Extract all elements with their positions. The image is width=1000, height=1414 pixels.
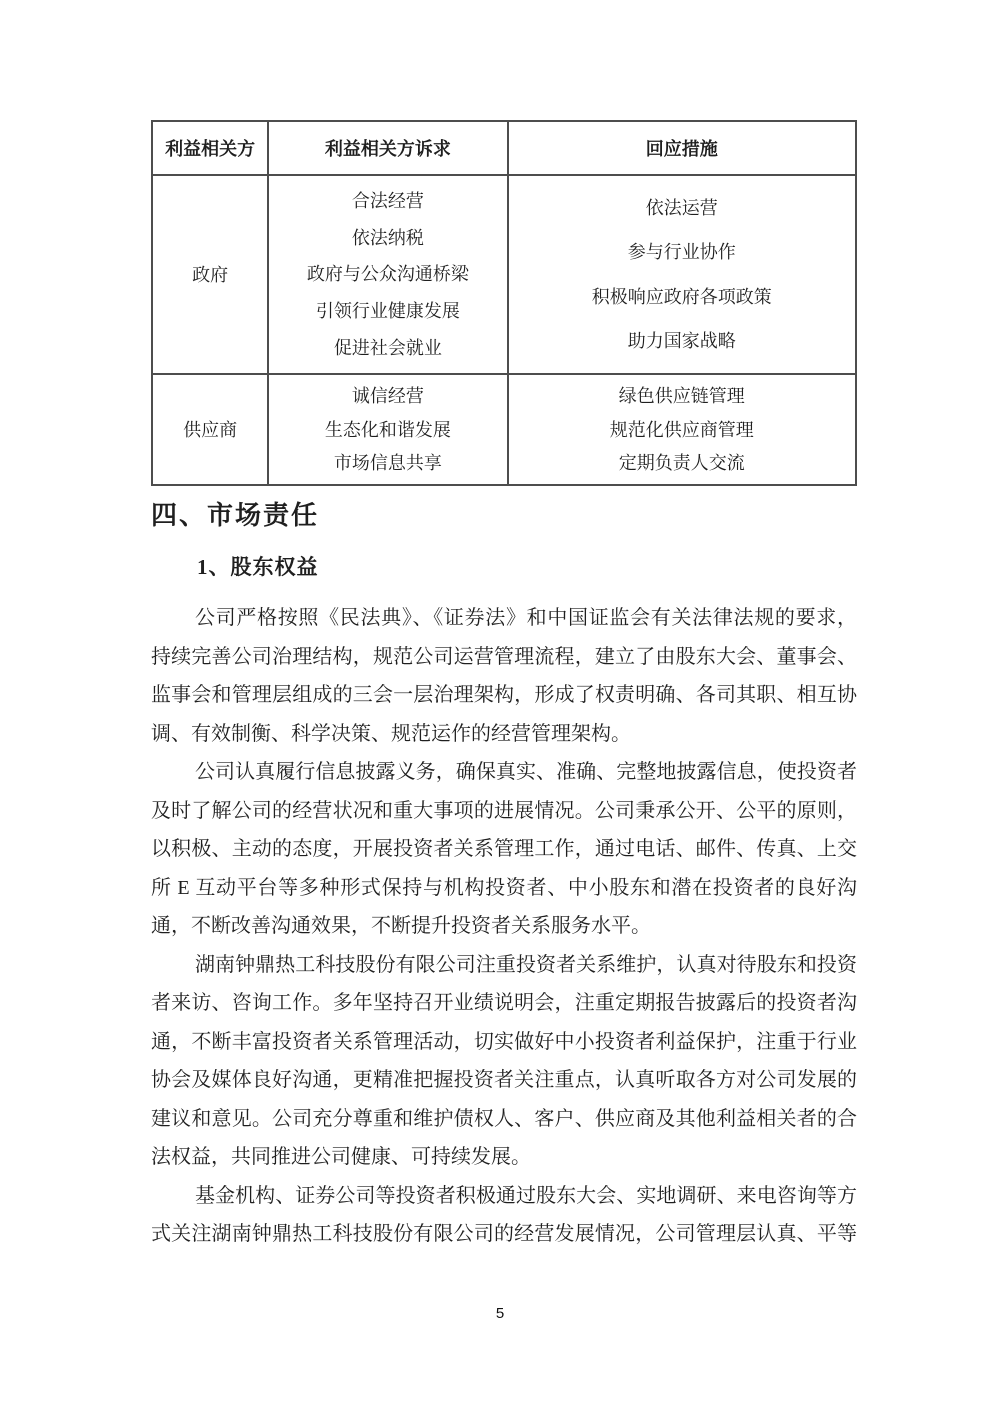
table-row	[152, 374, 856, 485]
demand-item: 诚信经营	[351, 386, 424, 407]
response-item: 定期负责人交流	[618, 452, 745, 473]
responses-cell	[508, 175, 856, 374]
response-item: 助力国家战略	[627, 330, 736, 351]
text-line: 监事会和管理层组成的三会一层治理架构，形成了权责明确、各司其职、相互协	[151, 684, 857, 706]
table-row	[152, 175, 856, 374]
demand-item: 政府与公众沟通桥梁	[306, 264, 469, 285]
table-header-responses: 回应措施	[508, 121, 856, 175]
page-content	[151, 120, 857, 1254]
stakeholder-cell	[152, 374, 268, 485]
demand-item: 促进社会就业	[333, 338, 442, 359]
stakeholder-cell	[152, 175, 268, 374]
responses-cell-list	[509, 176, 855, 373]
table-header-stakeholder: 利益相关方	[152, 121, 268, 175]
text-line: 法权益，共同推进公司健康、可持续发展。	[151, 1146, 531, 1168]
subsection-heading: 1、股东权益	[197, 555, 319, 579]
text-line: 基金机构、证券公司等投资者积极通过股东大会、实地调研、来电咨询等方	[195, 1184, 857, 1207]
demand-item: 依法纳税	[351, 227, 424, 248]
responses-cell-list	[509, 375, 855, 484]
demands-cell-list	[269, 176, 506, 373]
stakeholder-name: 政府	[192, 264, 229, 285]
text-line: 持续完善公司治理结构，规范公司运营管理流程，建立了由股东大会、董事会、	[151, 645, 857, 668]
text-line: 协会及媒体良好沟通，更精准把握投资者关注重点，认真听取各方对公司发展的	[151, 1069, 857, 1091]
demand-item: 生态化和谐发展	[324, 419, 451, 440]
text-line: 及时了解公司的经营状况和重大事项的进展情况。公司秉承公开、公平的原则，	[151, 799, 857, 822]
responses-cell	[508, 374, 856, 485]
text-line: 式关注湖南钟鼎热工科技股份有限公司的经营发展情况，公司管理层认真、平等	[151, 1223, 857, 1245]
demands-cell	[268, 374, 507, 485]
section-heading: 四、市场责任	[151, 501, 320, 530]
table-header-demands: 利益相关方诉求	[268, 121, 507, 175]
stakeholder-table-body	[152, 175, 856, 485]
text-line: 公司严格按照《民法典》、《证券法》和中国证监会有关法律法规的要求，	[195, 607, 857, 629]
table-header-row	[152, 121, 856, 175]
demands-cell-list	[269, 375, 506, 484]
stakeholder-table	[151, 120, 857, 486]
stakeholder-table-head	[152, 121, 856, 175]
body-text	[151, 599, 857, 1254]
demand-item: 引领行业健康发展	[315, 301, 460, 322]
response-item: 依法运营	[645, 198, 718, 219]
text-line: 公司认真履行信息披露义务，确保真实、准确、完整地披露信息，使投资者	[195, 761, 857, 783]
demand-item: 合法经营	[351, 190, 424, 211]
demand-item: 市场信息共享	[333, 452, 442, 473]
response-item: 绿色供应链管理	[618, 386, 745, 407]
response-item: 积极响应政府各项政策	[591, 286, 772, 307]
text-line: 者来访、咨询工作。多年坚持召开业绩说明会，注重定期报告披露后的投资者沟	[151, 992, 857, 1014]
response-item: 参与行业协作	[627, 242, 736, 263]
text-line: 通，不断丰富投资者关系管理活动，切实做好中小投资者利益保护，注重于行业	[151, 1030, 857, 1053]
text-line: 通，不断改善沟通效果，不断提升投资者关系服务水平。	[151, 915, 651, 937]
text-line: 以积极、主动的态度，开展投资者关系管理工作，通过电话、邮件、传真、上交	[151, 838, 857, 860]
text-line: 建议和意见。公司充分尊重和维护债权人、客户、供应商及其他利益相关者的合	[151, 1107, 857, 1130]
text-line: 调、有效制衡、科学决策、规范运作的经营管理架构。	[151, 722, 631, 745]
stakeholder-name: 供应商	[183, 419, 238, 440]
page-number: 5	[495, 1305, 505, 1322]
response-item: 规范化供应商管理	[609, 419, 754, 440]
text-line: 所 E 互动平台等多种形式保持与机构投资者、中小股东和潜在投资者的良好沟	[151, 876, 857, 899]
demands-cell	[268, 175, 507, 374]
text-line: 湖南钟鼎热工科技股份有限公司注重投资者关系维护，认真对待股东和投资	[195, 953, 857, 976]
